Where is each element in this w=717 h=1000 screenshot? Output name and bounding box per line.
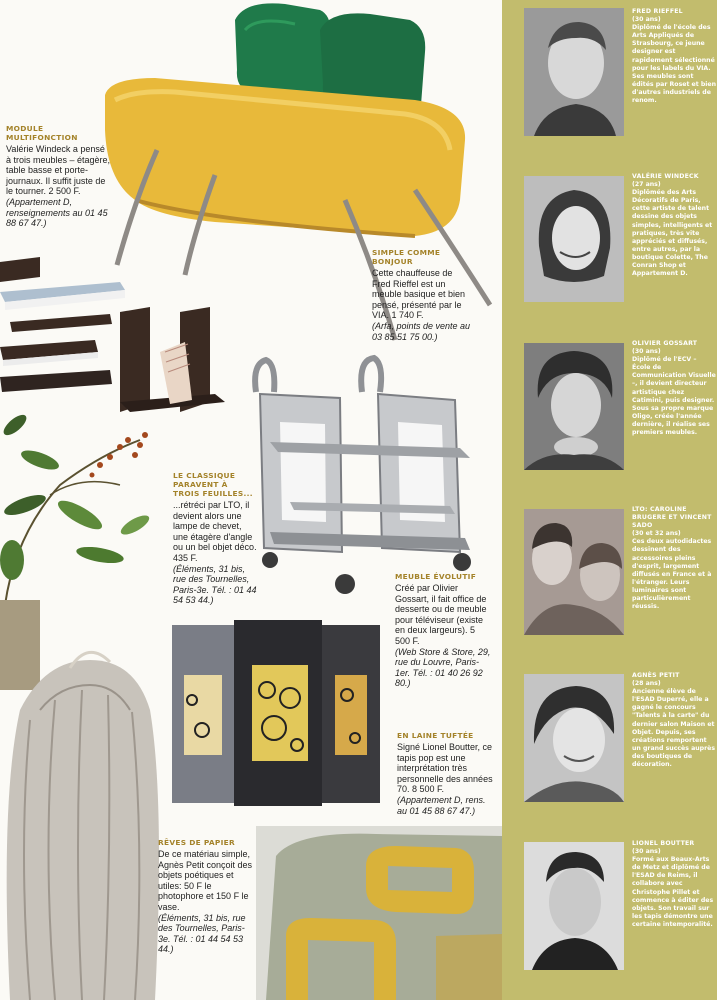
designer-name: VALÉRIE WINDECK	[632, 173, 699, 180]
caption-credit: (Appartement D, renseignements au 01 45 88 67 47.)	[6, 196, 108, 229]
portrait-agnes-petit	[524, 674, 624, 802]
designer-bio	[632, 506, 716, 611]
caption-body: ...rétréci par LTO, il devient alors une lampe de chevet, une étagère d'angle ou un bel objet déco. 435 F.	[173, 500, 257, 563]
caption-credit: (Arfa, points de vente au 03 85 51 75 00.)	[372, 320, 471, 342]
portrait-image	[524, 343, 624, 470]
caption-module	[6, 124, 112, 229]
portrait-lionel-boutter	[524, 842, 624, 970]
caption-classique	[173, 471, 257, 606]
paravent-photo	[172, 620, 382, 808]
caption-body: Signé Lionel Boutter, ce tapis pop est une interprétation très personnelle des années 70. 8 500 F.	[397, 742, 493, 795]
designer-age: (30 ans)	[632, 348, 661, 356]
designer-bio	[632, 8, 716, 105]
designer-bio	[632, 840, 716, 929]
designer-text: Diplômé de l'ECV – École de Communication Visuelle –, il devient directeur artistique chez Catimini, puis designer. Sous sa propre marque Oligo, créée l'année dernière, il réalise ses premiers meubles.	[632, 356, 716, 437]
caption-body: Valérie Windeck a pensé à trois meubles – étagère, table basse et porte-journaux. Il suffit juste de le tourner. 2 500 F.	[6, 144, 111, 197]
caption-heading: LE CLASSIQUE PARAVENT À TROIS FEUILLES...	[173, 471, 253, 498]
designer-name: AGNÈS PETIT	[632, 672, 680, 679]
caption-credit: (Éléments, 31 bis, rue des Tournelles, Paris-3e. Tél. : 01 44 54 53 44.)	[173, 563, 257, 606]
caption-credit: (Appartement D, rens. au 01 45 88 67 47.)	[397, 794, 486, 816]
designer-text: Diplômé de l'école des Arts Appliqués de Strasbourg, ce jeune designer est rapidement sélectionné pour les labels du VIA. Ses meubles sont édités par Roset et bien d'autres industriels de renom.	[632, 24, 717, 105]
designer-name: FRED RIEFFEL	[632, 8, 683, 15]
paper-vase-photo	[0, 600, 160, 1000]
caption-heading: MEUBLE ÉVOLUTIF	[395, 572, 477, 581]
designer-name: LTO: CAROLINE BRUGERE ET VINCENT SADO	[632, 506, 712, 530]
caption-simple	[372, 248, 472, 342]
designer-bio	[632, 340, 716, 437]
portrait-fred-rieffel	[524, 8, 624, 136]
designer-text: Formé aux Beaux-Arts de Metz et diplômé de l'ESAD de Reims, il collabore avec Christophe Pillet et commence à éditer des objets. Son travail sur les tapis démontre une certaine intemporalité.	[632, 856, 714, 928]
designer-text: Ces deux autodidactes dessinent des accessoires pleins d'esprit, largement diffusés en France et à l'étranger. Leurs luminaires sont particulièrement réussis.	[632, 538, 712, 611]
designer-text: Diplômée des Arts Décoratifs de Paris, cette artiste de talent dessine des objets simples, intelligents et pratiques, très vite appréciés et diffusés, entre autres, par la boutique Colette, The Conran Shop et Appartement D.	[632, 189, 713, 278]
caption-credit: (Éléments, 31 bis, rue des Tournelles, Paris-3e. Tél. : 01 44 54 53 44.)	[158, 912, 246, 955]
rug-photo	[256, 826, 502, 1000]
portrait-lto	[524, 509, 624, 635]
caption-laine	[397, 731, 495, 816]
caption-credit: (Web Store & Store, 29, rue du Louvre, Paris-1er. Tél. : 01 40 26 92 80.)	[395, 646, 491, 689]
designer-age: (30 et 32 ans)	[632, 530, 681, 538]
caption-body: Créé par Olivier Gossart, il fait office de desserte ou de meuble pour téléviseur (existe en deux largeurs). 5 500 F.	[395, 583, 487, 646]
plant-photo	[0, 395, 175, 605]
caption-heading: RÊVES DE PAPIER	[158, 838, 236, 847]
caption-body: De ce matériau simple, Agnès Petit conçoit des objets poétiques et utiles: 50 F le photophore et 150 F le vase.	[158, 849, 253, 912]
caption-meuble	[395, 572, 491, 689]
caption-heading: MODULE MULTIFONCTION	[6, 124, 78, 142]
designer-age: (30 ans)	[632, 16, 661, 24]
caption-body: Cette chauffeuse de Fred Rieffel est un meuble basique et bien pensé, présenté par le VIA. 1 740 F.	[372, 268, 466, 321]
designer-text: Ancienne élève de l'ESAD Duperré, elle a gagné le concours "Talents à la carte" du dernier salon Maison et Objet. Depuis, ses créations remportent un grand succès auprès des boutiques de décoration.	[632, 688, 716, 769]
portrait-valerie-windeck	[524, 176, 624, 302]
designer-age: (30 ans)	[632, 848, 661, 856]
portrait-image	[524, 674, 624, 802]
portrait-image	[524, 8, 624, 136]
portrait-olivier-gossart	[524, 343, 624, 470]
caption-reves	[158, 838, 256, 955]
designer-bio	[632, 173, 716, 278]
designer-name: OLIVIER GOSSART	[632, 340, 698, 347]
designer-name: LIONEL BOUTTER	[632, 840, 695, 847]
portrait-image	[524, 842, 624, 970]
trolley-photo	[250, 352, 480, 602]
designer-bio	[632, 672, 716, 769]
caption-heading: EN LAINE TUFTÉE	[397, 731, 474, 740]
portrait-image	[524, 176, 624, 302]
caption-heading: SIMPLE COMME BONJOUR	[372, 248, 441, 266]
portrait-image	[524, 509, 624, 635]
designer-age: (28 ans)	[632, 680, 661, 688]
designer-age: (27 ans)	[632, 181, 661, 189]
